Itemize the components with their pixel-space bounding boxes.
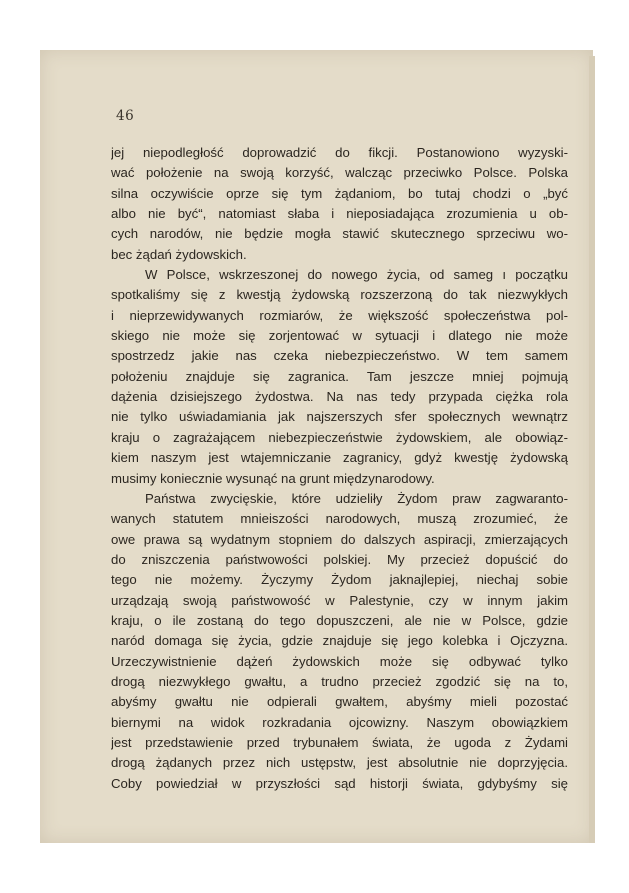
text-line: Urzeczywistnienie dążeń żydowskich może się odbywać tylko xyxy=(111,653,568,669)
text-line: drogą żądanych przez nich ustępstw, jest absolutnie nie doprzyjęcia. xyxy=(111,755,568,771)
text-line: Coby powiedział w przyszłości sąd historji świata, gdybyśmy się xyxy=(111,775,568,791)
text-line: naród domaga się życia, gdzie znajduje się jego kolebka i Ojczyzna. xyxy=(111,633,568,649)
text-line: musimy koniecznie wysunąć na grunt międzynarodowy. xyxy=(111,470,435,486)
text-line: bec żądań żydowskich. xyxy=(111,246,247,262)
page-edge xyxy=(589,56,595,843)
text-line: drogą niezwykłego gwałtu, a trudno przecież zgodzić się na to, xyxy=(111,673,568,689)
text-line: jej niepodległość doprowadzić do fikcji. Postanowiono wyzyski- xyxy=(111,145,568,160)
text-line: Państwa zwycięskie, które udzieliły Żydom praw zagwaranto- xyxy=(145,490,568,506)
text-line: dążenia dzisiejszego żydostwa. Na nas tedy przypada ciężka rola xyxy=(111,389,568,405)
text-line: wać położenie na swoją korzyść, walcząc przeciwko Polsce. Polska xyxy=(111,165,568,181)
text-line: położeniu znajduje się zagranica. Tam jeszcze mniej pojmują xyxy=(111,368,568,384)
text-line: tego nie możemy. Życzymy Żydom jaknajlepiej, niechaj sobie xyxy=(111,572,568,588)
text-line: abyśmy gwałtu nie odpierali gwałtem, abyśmy mieli pozostać xyxy=(111,694,568,710)
text-line: kraju o zagrażającem niebezpieczeństwie żydowskiem, ale obowiąz- xyxy=(111,429,568,445)
page-number: 46 xyxy=(116,108,135,124)
text-line: silna oczywiście oprze się tym żądaniom, bo tutaj chodzi o „być xyxy=(111,185,568,201)
text-line: owe prawa są wydatnym stopniem do dalszych aspiracji, zmierzających xyxy=(111,531,568,547)
text-line: biernymi na widok rozkradania ojcowizny. Naszym obowiązkiem xyxy=(111,714,568,730)
text-line: nie tylko uświadamiania jak najszerszych sfer społecznych wewnątrz xyxy=(111,409,568,425)
text-line: spotkaliśmy się z kwestją żydowską rozszerzoną do tak niezwykłych xyxy=(111,287,568,303)
body-text xyxy=(111,143,568,794)
text-line: cych narodów, nie będzie mogła stawić skutecznego sprzeciwu wo- xyxy=(111,226,568,242)
text-line: albo nie być“, natomiast słaba i nieposiadająca zrozumienia u ob- xyxy=(111,206,568,222)
text-line: jest przedstawienie przed trybunałem świata, że ugoda z Żydami xyxy=(111,734,568,750)
text-line: skiego nie może się zorjentować w sytuacji i dlatego nie może xyxy=(111,328,568,344)
text-line: do zniszczenia państwowości polskiej. My przecież dopuścić do xyxy=(111,551,568,567)
text-line: kiem naszym jest wtajemniczanie zagranicy, gdyż kwestję żydowską xyxy=(111,450,568,466)
text-line: wanych statutem mnieiszości narodowych, muszą zrozumieć, że xyxy=(111,511,568,527)
text-line: W Polsce, wskrzeszonej do nowego życia, od sameg ı początku xyxy=(145,267,568,283)
text-line: spostrzedz jakie nas czeka niebezpieczeństwo. W tem samem xyxy=(111,348,568,364)
text-line: i nieprzewidywanych rozmiarów, że większość społeczeństwa pol- xyxy=(111,307,568,323)
text-line: urządzają swoją państwowość w Palestynie, czy w innym jakim xyxy=(111,592,568,608)
text-line: kraju, o ile zostaną do tego dopuszczeni, ale nie w Polsce, gdzie xyxy=(111,612,568,628)
